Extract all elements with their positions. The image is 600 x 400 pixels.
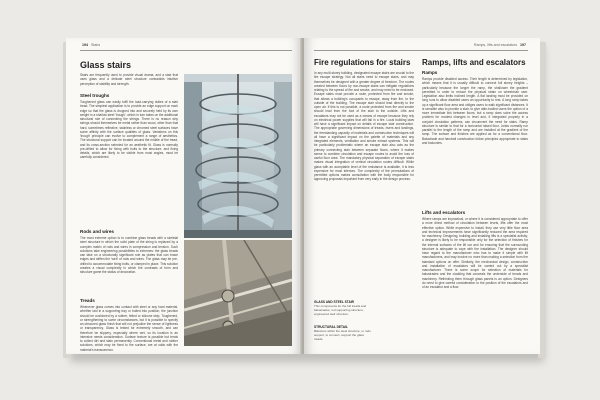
left-page <box>66 38 302 354</box>
fire-regulations-text: In any multi-storey building, designated escape stairs are crucial to the fire escape strategy. Not all stairs need to escape stairs, and may themselves be designed with a greater degree of freedom. The routes created between floors by non-escape stairs can mitigate regulations relating to the spread of fire and smoke, and may need to be enclosed. Escape stairs must provide a route, protected from fire and smoke, that allows a building's occupants to escape, away from fire, to the outside of the building. The escape stair should lead directly to the open air. If this is not possible, a route protected from fire and smoke should lead from the foot of the stair to the outside. Lifts and escalators may not be used as a means of escape because they rely on electrical power supplies that will fail in a fire. Local building laws will have a significant impact on details of escape stair construction. The appropriate governing dimensions of treads, risers and landings, the freestanding capacity of materials and construction techniques will all have a significant impact on the palette of materials and any integrated elements, ventilation and smoke extract systems. This will be particularly problematic where an escape stair also acts as the primary connecting stair between separate floors, where it makes sense to combine circulation and escape routes to avoid the loss of useful floor area. The mandatory physical separation of escape stairs makes visual integration of vertical circulation routes difficult. While glass with an acceptable level of fire resistance is available, it is less expensive for most interiors. The complexity of the permutations of permitted options makes consultation with the body responsible for approving proposals important from very early in the design process. <box>314 71 414 182</box>
left-page-number: 194 <box>82 43 88 47</box>
section-text: The most extreme option is to combine glass treads with a skeletal steel structure in which the solid plate of the string is replaced by a complex matrix of rods and wires in compression and tension. Such solutions take engineering possibilities to extremes: the glass treads can take on a structurally significant role as plates that can brace edges and stiffen the 'web' of rods and wires. The glass may be pre-drilled to accommodate fixing bolts, or clamped in place. This solution creates a visual complexity in which the contrasts of form and structure game the status of decoration. <box>80 236 178 274</box>
ramps-text: Ramps provide disabled access. Their length is determined by legislation, which means that it is usually difficult to connect full storey heights – particularly because the longer the ramp, the shallower the gradient permitted in order to reduce the physical strain on wheelchair user. Legislation also limits inclined length. A flat landing must be provided on long runs to allow disabled users an opportunity to rest. A long ramp takes up a significant floor area and obliges users to walk significant distances. It is sensible also to provide a stair, to give able-bodied users the option of a more immediate link between floors, but a ramp does solve the access problem for modest changes in level and, if integrated properly in a conjoint circulation patterns, can circumvent the need for stairs. Ramp structure is similar to that for a horizontal raised floor. Joists normally run parallel to the length of the ramp and are installed at the gradient of the ramp. The surface and finishes are applied as for a conventional floor. Balustrade and handrail construction follow principles appropriate to stairs and balconies. <box>422 77 528 145</box>
right-running-head <box>474 43 528 49</box>
lifts-heading: Lifts and escalators <box>422 210 466 215</box>
caption-heading: STRUCTURAL DETAIL <box>314 325 348 329</box>
right-running-head-label: Ramps, lifts and escalators <box>473 43 517 47</box>
section-text: Whenever glass comes into contact with steel or any hard material, whether laid in a supporting tray or bolted into position, the junction should be cushioned by a rubber, felted or silicone strip. Toughened, or strengthening to some circumstances, but it is possible to specify an obscured glass finish that will not prejudice the sense of lightness or transparency. Glass is tested for extremely smooth, and can therefore be slippery, especially where wet, so its location is an intensive needs consideration. Surface texture is possible but tends to collect dirt and stain permanently. Conventional metal and rubber solutions, which may be fixed to the surface, are at odds with the material's transparency. <box>80 305 178 351</box>
section-heading: Rods and wires <box>80 229 114 234</box>
stair-detail-photo <box>184 240 292 346</box>
section-heading: Treads <box>80 298 95 303</box>
fire-regulations-title: Fire regulations for stairs <box>314 58 411 67</box>
section-heading: Steel troughs <box>80 93 110 98</box>
caption-text: Balusters within the steel structure, or rods support, to connect, support the glass treads. <box>314 329 371 341</box>
glass-stair-photo <box>184 74 292 238</box>
left-running-head <box>80 43 100 49</box>
ramps-lifts-title: Ramps, lifts and escalators <box>422 58 526 67</box>
left-page-title: Glass stairs <box>80 60 132 70</box>
caption-heading: GLASS AND STEEL STAIR <box>314 300 354 304</box>
ramps-heading: Ramps <box>422 70 438 75</box>
left-running-head-label: Stairs <box>91 43 101 47</box>
caption-text: Thin components for the full treads and balustrades; rod supporting structure, engineered stair structure. <box>314 304 367 316</box>
right-page-number: 197 <box>520 43 526 47</box>
right-page <box>304 38 540 354</box>
left-header-rule <box>80 50 292 51</box>
right-header-rule <box>314 50 528 51</box>
lifts-text: Where ramps are impractical, or where it is considered appropriate to offer a more direct method of circulation between levels, lifts offer the most effective option. While expensive to install, they use very little floor area and technical improvements have significantly reduced the area required for machinery. Designing, building and installing lifts is a specialist activity; a designer is likely to be responsible only for the selection of finishes for the internal surfaces of the lift car and for ensuring that the surrounding structure is adequate to cope with the installation. The designer should have regard to the manufacturer who has to make it simple with lift manufacturers, and may involve no more than making a selection from the standard options on offer. Similarly, the mechanical design, construction and installation of escalators will be carried out by a specialist manufacturer. There is some scope for selection of materials for balustrades and the cladding that conceals the underside of treads and machinery. Rethinking them through glass panels is an option. Designers do need to give careful consideration to the position of the escalators and of an escalator and a flow. <box>422 217 528 289</box>
open-book <box>66 38 542 356</box>
intro-paragraph: Stairs are frequently used to provide visual drama, and a stair that uses glass and a delicate steel structure contradicts intuitive perception of stability and strength. <box>80 73 178 86</box>
section-text: Toughened glass can easily fulfil the load-carrying duties of a stair tread. The simplest application is to provide an edge support on each edge so that the glass is dropped into and securely held by its own weight in a shallow steel 'trough', which in turn takes on the additional structural role of connecting the strings. There is no reason why strings should themselves be metal rather than wood, other than that hard, sometimes reflective, stainless or chromed steel surfaces have some affinity with the surface qualities of glass. Variations on this 'trough' principle can evolve to complement a range of aesthetics. The structural support can be located around the middle of the tread, and its cross-section selected for an aesthetic fit. Glass is normally pre-drilled to allow for fixing with bolts to the structure, and fixing details, which are likely to be visible from most angles, must be carefully considered. <box>80 100 178 160</box>
